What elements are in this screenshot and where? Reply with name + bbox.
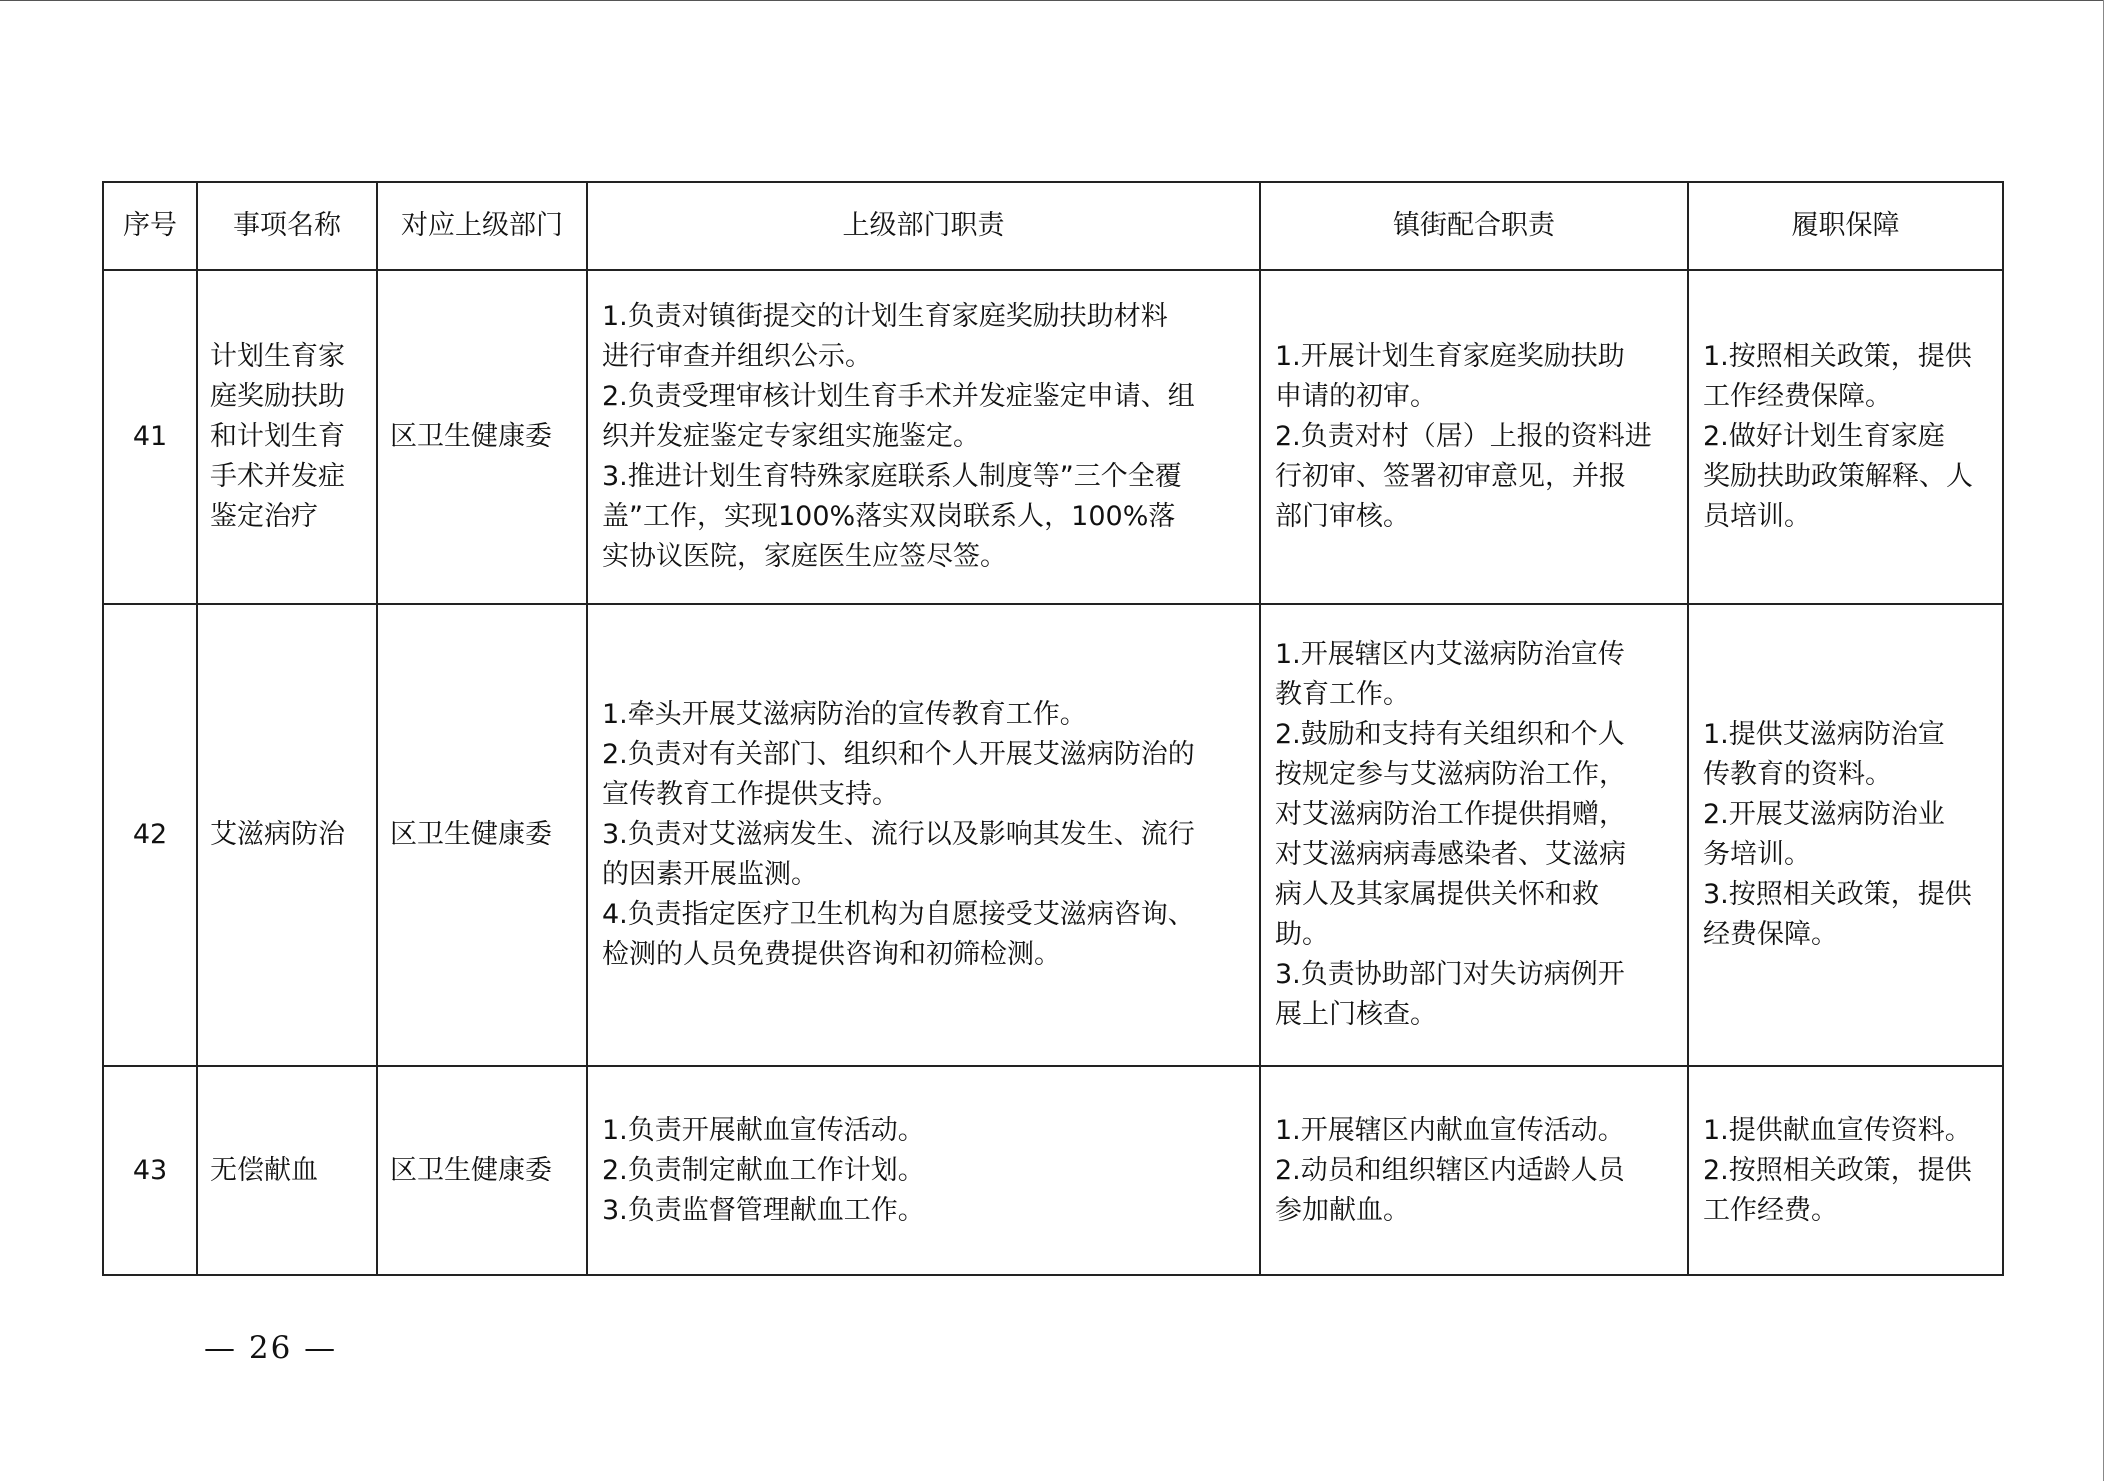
table-header-row [103, 182, 2003, 270]
item-name-line: 计划生育家 [210, 341, 345, 372]
coop-line: 2.鼓励和支持有关组织和个人 [1275, 719, 1625, 750]
coop-line: 1.开展辖区内献血宣传活动。 [1275, 1114, 1625, 1146]
guarantee-line: 3.按照相关政策，提供 [1703, 879, 1972, 910]
row-guarantee [1688, 1066, 2003, 1275]
item-name-line: 和计划生育 [210, 421, 345, 452]
duty-line: 织并发症鉴定专家组实施鉴定。 [602, 421, 980, 452]
duty-line: 宣传教育工作提供支持。 [602, 779, 899, 810]
coop-line: 教育工作。 [1275, 679, 1410, 710]
duty-line: 2.负责制定献血工作计划。 [602, 1154, 925, 1186]
duty-line: 3.推进计划生育特殊家庭联系人制度等”三个全覆 [602, 461, 1182, 492]
guarantee-line: 2.开展艾滋病防治业 [1703, 799, 1945, 830]
coop-line: 展上门核查。 [1275, 999, 1437, 1030]
coop-line: 3.负责协助部门对失访病例开 [1275, 959, 1625, 990]
duty-line: 1.负责开展献血宣传活动。 [602, 1114, 925, 1146]
row-seq: 43 [103, 1066, 197, 1275]
duty-table [102, 181, 2004, 1276]
coop-line: 按规定参与艾滋病防治工作， [1275, 759, 1626, 790]
row-item-name [197, 1066, 377, 1275]
item-name-line: 手术并发症 [210, 461, 345, 492]
header-seq: 序号 [103, 182, 197, 270]
row-dept-duties [587, 1066, 1260, 1275]
duty-line: 检测的人员免费提供咨询和初筛检测。 [602, 939, 1061, 970]
row-guarantee [1688, 604, 2003, 1066]
guarantee-line: 2.按照相关政策，提供 [1703, 1154, 1972, 1186]
header-town-coop: 镇街配合职责 [1260, 182, 1688, 270]
header-guarantee: 履职保障 [1688, 182, 2003, 270]
item-name-line: 艾滋病防治 [210, 819, 345, 850]
page-number: — 26 — [204, 1330, 338, 1366]
header-dept-duties: 上级部门职责 [587, 182, 1260, 270]
coop-line: 1.开展辖区内艾滋病防治宣传 [1275, 639, 1625, 670]
coop-line: 助。 [1275, 919, 1329, 950]
coop-line: 2.动员和组织辖区内适龄人员 [1275, 1154, 1625, 1186]
coop-line: 部门审核。 [1275, 501, 1410, 532]
item-name-line: 无偿献血 [210, 1154, 318, 1186]
row-seq: 42 [103, 604, 197, 1066]
coop-line: 对艾滋病防治工作提供捐赠， [1275, 799, 1626, 830]
guarantee-line: 务培训。 [1703, 839, 1811, 870]
guarantee-line: 2.做好计划生育家庭 [1703, 421, 1945, 452]
guarantee-line: 传教育的资料。 [1703, 759, 1892, 790]
duty-line: 实协议医院，家庭医生应签尽签。 [602, 541, 1007, 572]
row-guarantee [1688, 270, 2003, 604]
row-dept-duties [587, 270, 1260, 604]
guarantee-line: 1.按照相关政策，提供 [1703, 341, 1972, 372]
item-name-line: 庭奖励扶助 [210, 381, 345, 412]
row-dept: 区卫生健康委 [377, 270, 587, 604]
coop-line: 1.开展计划生育家庭奖励扶助 [1275, 341, 1625, 372]
duty-line: 2.负责对有关部门、组织和个人开展艾滋病防治的 [602, 739, 1195, 770]
header-item-name: 事项名称 [197, 182, 377, 270]
row-item-name [197, 270, 377, 604]
guarantee-line: 1.提供献血宣传资料。 [1703, 1114, 1972, 1146]
duty-line: 3.负责监督管理献血工作。 [602, 1194, 925, 1226]
table-row [103, 604, 2003, 1066]
coop-line: 行初审、签署初审意见，并报 [1275, 461, 1626, 492]
duty-line: 2.负责受理审核计划生育手术并发症鉴定申请、组 [602, 381, 1195, 412]
duty-line: 4.负责指定医疗卫生机构为自愿接受艾滋病咨询、 [602, 899, 1195, 930]
guarantee-line: 工作经费。 [1703, 1194, 1838, 1226]
row-item-name [197, 604, 377, 1066]
row-dept: 区卫生健康委 [377, 1066, 587, 1275]
coop-line: 病人及其家属提供关怀和救 [1275, 879, 1599, 910]
guarantee-line: 奖励扶助政策解释、人 [1703, 461, 1973, 492]
duty-line: 盖”工作，实现100%落实双岗联系人，100%落 [602, 501, 1176, 532]
duty-line: 的因素开展监测。 [602, 859, 818, 890]
row-seq: 41 [103, 270, 197, 604]
row-dept: 区卫生健康委 [377, 604, 587, 1066]
row-dept-duties [587, 604, 1260, 1066]
guarantee-line: 1.提供艾滋病防治宣 [1703, 719, 1945, 750]
item-name-line: 鉴定治疗 [210, 501, 318, 532]
coop-line: 申请的初审。 [1275, 381, 1437, 412]
row-town-coop [1260, 270, 1688, 604]
row-town-coop [1260, 1066, 1688, 1275]
duty-line: 3.负责对艾滋病发生、流行以及影响其发生、流行 [602, 819, 1195, 850]
guarantee-line: 经费保障。 [1703, 919, 1838, 950]
duty-line: 1.牵头开展艾滋病防治的宣传教育工作。 [602, 699, 1087, 730]
coop-line: 参加献血。 [1275, 1194, 1410, 1226]
coop-line: 对艾滋病病毒感染者、艾滋病 [1275, 839, 1626, 870]
table-row [103, 1066, 2003, 1275]
coop-line: 2.负责对村（居）上报的资料进 [1275, 421, 1652, 452]
guarantee-line: 工作经费保障。 [1703, 381, 1892, 412]
header-dept: 对应上级部门 [377, 182, 587, 270]
table-row [103, 270, 2003, 604]
duty-line: 1.负责对镇街提交的计划生育家庭奖励扶助材料 [602, 301, 1168, 332]
row-town-coop [1260, 604, 1688, 1066]
page-top-edge [0, 0, 2104, 1]
guarantee-line: 员培训。 [1703, 501, 1811, 532]
duty-line: 进行审查并组织公示。 [602, 341, 872, 372]
